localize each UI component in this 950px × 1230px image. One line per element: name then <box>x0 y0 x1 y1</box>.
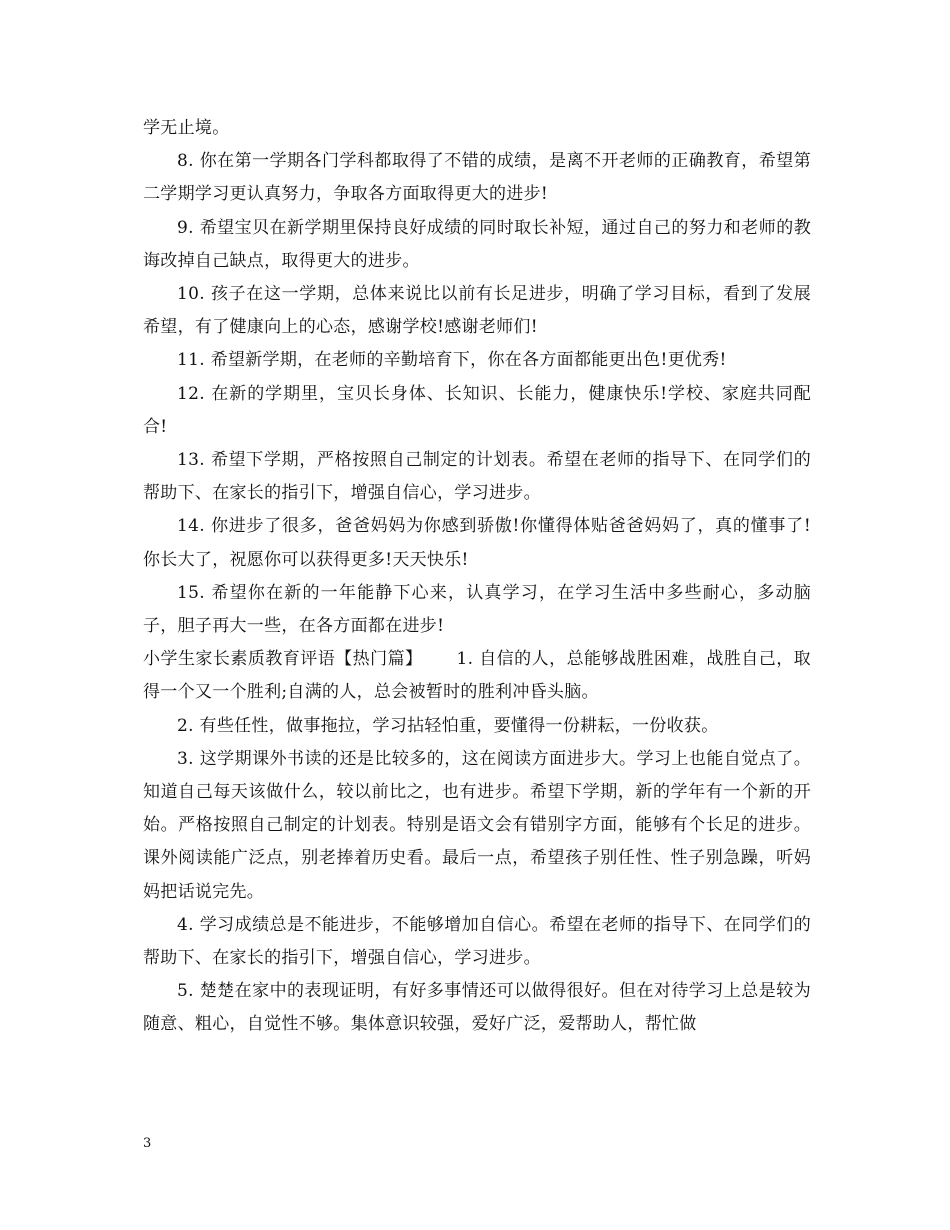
section-item-1: 1. 自信的人，总能够战胜困难，战胜自己，取得一个又一个胜利;自满的人，总会被暂时的胜利冲昏头脑。 <box>143 649 811 703</box>
paragraph-item-9: 9. 希望宝贝在新学期里保持良好成绩的同时取长补短，通过自己的努力和老师的教诲改掉自己缺点，取得更大的进步。 <box>143 217 811 271</box>
paragraph-0: 学无止境。 <box>143 118 230 138</box>
paragraph-item-12: 12. 在新的学期里，宝贝长身体、长知识、长能力，健康快乐!学校、家庭共同配合! <box>143 383 811 437</box>
paragraph-item-10: 10. 孩子在这一学期，总体来说比以前有长足进步，明确了学习目标，看到了发展希望，有了健康向上的心态，感谢学校!感谢老师们! <box>143 284 811 338</box>
paragraph-item-8: 8. 你在第一学期各门学科都取得了不错的成绩，是离不开老师的正确教育，希望第二学期学习更认真努力，争取各方面取得更大的进步! <box>143 151 811 205</box>
document-body <box>143 112 811 1042</box>
section-heading: 小学生家长素质教育评语【热门篇】 <box>143 649 423 670</box>
section-item-5: 5. 楚楚在家中的表现证明，有好多事情还可以做得很好。但在对待学习上总是较为随意、粗心，自觉性不够。集体意识较强，爱好广泛，爱帮助人，帮忙做 <box>143 981 811 1035</box>
section-item-4: 4. 学习成绩总是不能进步，不能够增加自信心。希望在老师的指导下、在同学们的帮助下、在家长的指引下，增强自信心，学习进步。 <box>143 914 811 969</box>
paragraph-item-11: 11. 希望新学期，在老师的辛勤培育下，你在各方面都能更出色!更优秀! <box>177 350 727 371</box>
paragraph-item-14: 14. 你进步了很多，爸爸妈妈为你感到骄傲!你懂得体贴爸爸妈妈了，真的懂事了!你长大了，祝愿你可以获得更多!天天快乐! <box>143 516 811 570</box>
page-number: 3 <box>143 1136 152 1151</box>
section-heading-paragraph <box>143 643 811 709</box>
section-item-2: 2. 有些任性，做事拖拉，学习拈轻怕重，要懂得一份耕耘，一份收获。 <box>177 715 719 736</box>
paragraph-item-15: 15. 希望你在新的一年能静下心来，认真学习，在学习生活中多些耐心，多动脑子，胆子再大一些，在各方面都在进步! <box>143 582 811 637</box>
section-item-3: 3. 这学期课外书读的还是比较多的，这在阅读方面进步大。学习上也能自觉点了。知道自己每天该做什么，较以前比之，也有进步。希望下学期，新的学年有一个新的开始。严格按照自己制定的计划表。特别是语文会有错别字方面，能够有个长足的进步。课外阅读能广泛点，别老捧着历史看。最后一点，希望孩子别任性、性子别急躁，听妈妈把话说完先。 <box>143 748 811 902</box>
paragraph-item-13: 13. 希望下学期，严格按照自己制定的计划表。希望在老师的指导下、在同学们的帮助下、在家长的指引下，增强自信心，学习进步。 <box>143 450 811 504</box>
